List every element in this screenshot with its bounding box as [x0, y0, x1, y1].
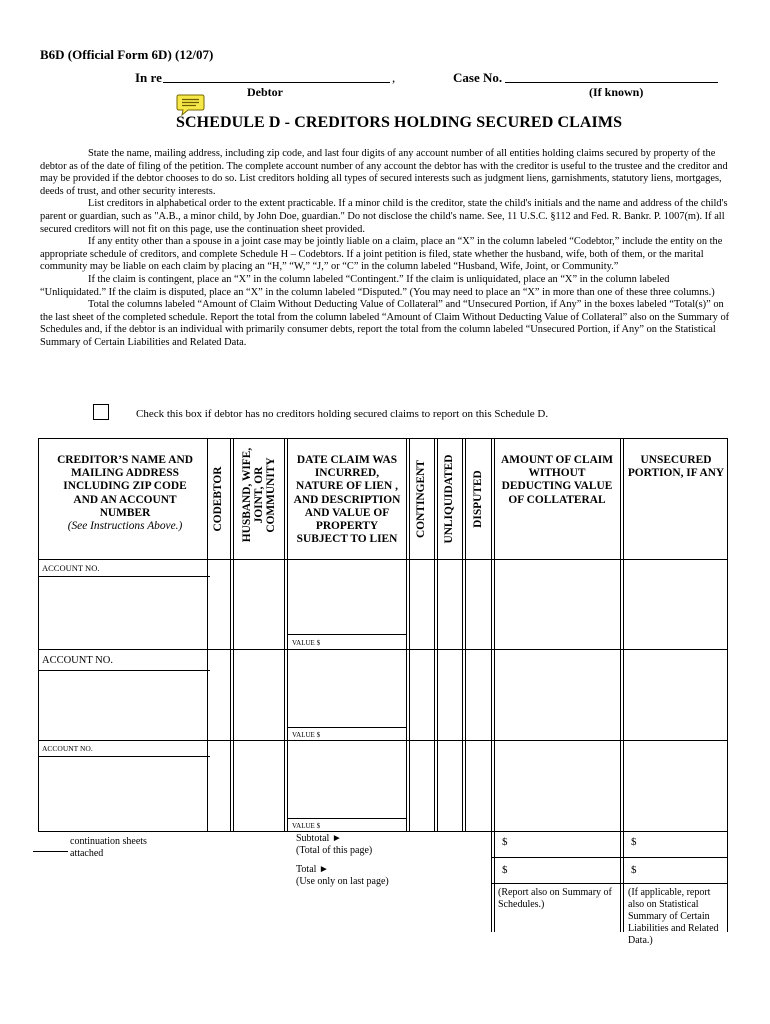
hwjc-line: HUSBAND, WIFE,: [241, 447, 253, 543]
subtotal-label: Subtotal ►: [296, 833, 342, 844]
col-divider: [406, 438, 407, 832]
col-divider: [287, 438, 288, 832]
row-divider: [288, 818, 407, 819]
total-note: (Use only on last page): [296, 876, 389, 887]
hwjc-line: COMMUNITY: [265, 457, 277, 533]
table-header-bottom: [38, 559, 728, 560]
account-no-label: ACCOUNT NO.: [42, 744, 93, 753]
col-divider: [462, 438, 463, 832]
form-id: B6D (Official Form 6D) (12/07): [40, 47, 214, 62]
checkbox-label: Check this box if debtor has no creditors holding secured claims to report on this Schedule D.: [136, 408, 549, 420]
col-divider: [230, 438, 231, 832]
account-no-label: ACCOUNT NO.: [42, 655, 113, 666]
row-divider: [491, 883, 728, 884]
disputed-column-header: DISPUTED: [472, 470, 484, 528]
page-title: SCHEDULE D - CREDITORS HOLDING SECURED CLAIMS: [176, 114, 623, 131]
debtor-label: Debtor: [247, 85, 283, 99]
codebtor-column-header: CODEBTOR: [212, 466, 224, 532]
value-label: VALUE $: [292, 822, 321, 830]
unsecured-column-header: UNSECURED PORTION, IF ANY: [627, 454, 725, 480]
row-divider: [38, 576, 210, 577]
creditor-header-text: CREDITOR’S NAME AND MAILING ADDRESS INCLUDING ZIP CODE AND AN ACCOUNT NUMBER: [57, 454, 193, 519]
total-amount[interactable]: $: [502, 864, 508, 876]
continuation-sheets-label: continuation sheets attached: [70, 836, 147, 859]
hwjc-column-header: [241, 440, 281, 550]
case-no-label: Case No.: [453, 70, 503, 85]
report-statistical-note: (If applicable, report also on Statistical Summary of Certain Liabilities and Related Data.): [628, 887, 719, 946]
table-border-top: [38, 438, 728, 439]
instruction-paragraph: List creditors in alphabetical order to the extent practicable. If a minor child is the creditor, state the child's initials and the name and address of the child's parent or guardian, such as "A.B., a minor child, by John Doe, guardian." Do not disclose the child's name. See, 11 U.S.C. §112 and Fed. R. Bankr. P. 1007(m). If all secured creditors will not fit on this page, use the continuation sheet provided.: [40, 198, 728, 235]
unliquidated-column-header: UNLIQUIDATED: [443, 454, 455, 544]
col-divider: [207, 438, 208, 832]
row-divider: [288, 634, 407, 635]
case-no-field[interactable]: [505, 82, 718, 83]
row-divider: [491, 857, 728, 858]
col-divider: [434, 438, 435, 832]
col-divider: [465, 438, 466, 832]
instructions: [40, 148, 730, 350]
contingent-column-header: CONTINGENT: [415, 460, 427, 538]
instruction-paragraph: Total the columns labeled “Amount of Claim Without Deducting Value of Collateral” and “Unsecured Portion, if Any” in the boxes labeled “Total(s)” on the last sheet of the completed schedule. Report the total from the column labeled “Amount of Claim Without Deducting Value of Collateral” also on the Summary of Schedules and, if the debtor is an individual with primarily consumer debts, report the total from the column labeled “Unsecured Portion, if Any” on the Statistical Summary of Certain Liabilities and Related Data.: [40, 299, 730, 348]
subtotal-amount[interactable]: $: [502, 836, 508, 848]
no-creditors-checkbox[interactable]: [93, 404, 109, 420]
continuation-count-field[interactable]: [33, 851, 68, 852]
row-divider: [38, 756, 210, 757]
subtotal-unsecured[interactable]: $: [631, 836, 637, 848]
hwjc-line: JOINT, OR: [253, 466, 265, 524]
total-unsecured[interactable]: $: [631, 864, 637, 876]
table-border-left: [38, 438, 39, 832]
instruction-paragraph: If the claim is contingent, place an “X” in the column labeled “Contingent.” If the claim is unliquidated, place an “X” in the column labeled “Unliquidated.” If the claim is disputed, place an “X” in the column labeled “Disputed.” (You may need to place an “X” in more than one of these three columns.): [40, 273, 715, 298]
row-divider: [38, 831, 728, 832]
subtotal-note: (Total of this page): [296, 845, 373, 856]
row-divider: [38, 740, 728, 741]
instruction-paragraph: State the name, mailing address, including zip code, and last four digits of any account number of all entities holding claims secured by property of the debtor as of the date of filing of the petition. The complete account number of any account the debtor has with the creditor is useful to the trustee and the creditor and may be provided if the debtor chooses to do so. List creditors holding all types of secured interests such as judgment liens, garnishments, statutory liens, mortgages, deeds of trust, and other security interests.: [40, 148, 728, 197]
if-known-label: (If known): [589, 85, 644, 99]
debtor-name-field[interactable]: [163, 82, 390, 83]
total-label: Total ►: [296, 864, 329, 875]
col-divider: [409, 438, 410, 832]
value-label: VALUE $: [292, 731, 321, 739]
in-re-label: In re: [135, 70, 162, 85]
col-divider: [437, 438, 438, 832]
creditor-header-note: (See Instructions Above.): [67, 520, 183, 533]
date-claim-column-header: DATE CLAIM WAS INCURRED, NATURE OF LIEN , AND DESCRIPTION AND VALUE OF PROPERTY SUBJECT TO LIEN: [293, 454, 401, 546]
value-label: VALUE $: [292, 639, 321, 647]
row-divider: [38, 670, 210, 671]
creditor-column-header: [52, 454, 198, 533]
amount-claim-column-header: AMOUNT OF CLAIM WITHOUT DEDUCTING VALUE OF COLLATERAL: [500, 454, 613, 506]
row-divider: [288, 727, 407, 728]
row-divider: [38, 649, 728, 650]
report-summary-note: (Report also on Summary of Schedules.): [498, 887, 612, 910]
col-divider: [233, 438, 234, 832]
comma: ,: [392, 70, 396, 85]
instruction-paragraph: If any entity other than a spouse in a joint case may be jointly liable on a claim, place an “X” in the column labeled “Codebtor,” include the entity on the appropriate schedule of creditors, and complete Schedule H – Codebtors. If a joint petition is filed, state whether the husband, wife, both of them, or the marital community may be liable on each claim by placing an “H,” “W,” “J,” or “C” in the column labeled “Husband, Wife, Joint, or Community.”: [40, 236, 723, 273]
account-no-label: ACCOUNT NO.: [42, 563, 100, 573]
col-divider: [284, 438, 285, 832]
